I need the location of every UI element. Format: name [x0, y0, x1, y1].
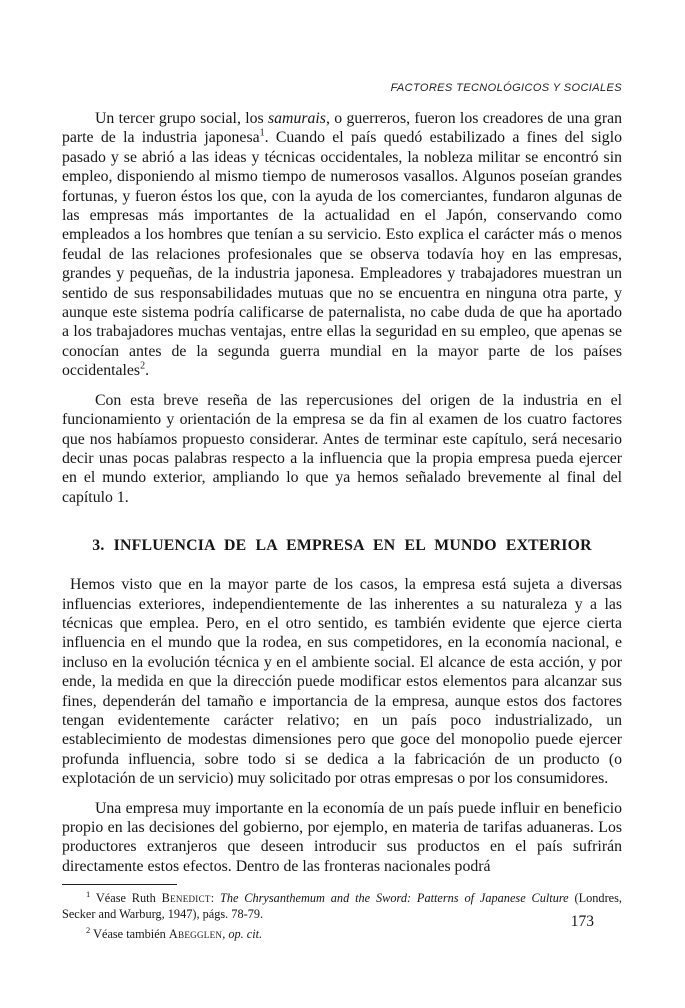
paragraph-text: Un tercer grupo social, los — [95, 110, 268, 127]
footnote-1-marker: 1 — [86, 889, 91, 900]
text-column — [62, 82, 622, 943]
samurais-italic: samurais — [268, 110, 326, 127]
paragraph-resena: Con esta breve reseña de las repercusiones del origen de la industria en el funcionamiento y orientación de la empresa se da fin al examen de los cuatro factores que nos habíamos propuesto considerar. Antes de terminar este capítulo, será necesario decir unas pocas palabras respecto a la influencia que la propia empresa pueda ejercer en el mundo exterior, ampliando lo que ya hemos señalado brevemente al final del capítulo 1. — [62, 391, 622, 506]
paragraph-text: . — [145, 362, 150, 380]
footnote-2 — [62, 927, 622, 943]
paragraph-una-empresa: Una empresa muy importante en la economía de un país puede influir en beneficio propio en las decisiones del gobierno, por ejemplo, en materia de tarifas aduaneras. Los productores extranjeros que deseen introducir sus productos en el país sufrirán directamente estos efectos. Dentro de las fronteras nacionales podrá — [62, 799, 622, 875]
footnote-separator — [62, 884, 177, 885]
footnote-1 — [62, 891, 622, 922]
running-header: FACTORES TECNOLÓGICOS Y SOCIALES — [390, 82, 622, 94]
footnote-author-smallcaps: Abegglen — [168, 927, 223, 942]
footnote-opcit-italic: op. cit. — [228, 927, 263, 942]
footnote-ref-2: 2 — [140, 361, 146, 373]
paragraph-samurais — [62, 109, 622, 381]
paragraph-text: . Cuando el país quedó estabilizado a fines del siglo pasado y se abrió a las ideas y técnicas occidentales, la nobleza militar se encontró sin empleo, disponiendo al mismo tiempo de numerosos vasallos. Algunos poseían grandes fortunas, y fueron éstos los que, con la ayuda de los comerciantes, fundaron algunas de las empresas más importantes de la actualidad en el Japón, conservando como empleados a los hombres que tenían a su servicio. Esto explica el carácter más o menos feudal de las relaciones profesionales que se observa todavía hoy en las empresas, grandes y pequeñas, de la industria japonesa. Empleadores y trabajadores muestran un sentido de sus responsabilidades mutuas que no se encuentra en ninguna otra parte, y aunque este sistema podría calificarse de paternalista, no cabe duda de que ha aportado a los trabajadores muchas ventajas, entre ellas la seguridad en su empleo, que apenas se conocían antes de la segunda guerra mundial en la mayor parte de los países occidentales — [62, 129, 622, 380]
footnote-author-smallcaps: Benedict — [161, 891, 211, 906]
footnote-text: (Londres, Secker and Warburg, 1947), págs. 78-79. — [62, 891, 622, 921]
footnote-2-marker: 2 — [86, 925, 91, 936]
footnote-text: , — [222, 927, 229, 942]
footnote-text: Véase Ruth — [90, 891, 162, 906]
paragraph-text: , o guerreros, fueron los creadores de una gran parte de la industria japonesa — [62, 110, 622, 147]
footnote-ref-1: 1 — [259, 128, 265, 140]
page-number: 173 — [570, 913, 594, 930]
paragraph-hemos-visto: Hemos visto que en la mayor parte de los casos, la empresa está sujeta a diversas influencias exteriores, independientemente de las inherentes a su naturaleza y a las técnicas que emplea. Pero, en el otro sentido, es también evidente que ejerce cierta influencia en el mundo que la rodea, en sus competidores, en la economía nacional, e incluso en la evolución técnica y en el ambiente social. El alcance de esta acción, y por ende, la medida en que la dirección puede modificar estos elementos para alcanzar sus fines, dependerán del tamaño e importancia de la empresa, aunque estos dos factores tengan evidentemente carácter relativo; en un país poco industrializado, un establecimiento de modestas dimensiones pero que goce del monopolio puede ejercer profunda influencia, sobre todo si se dedica a la fabricación de un producto (o explotación de un servicio) muy solicitado por otras empresas o por los consumidores. — [62, 576, 622, 788]
footnote-text: : — [210, 891, 220, 906]
section-heading: 3. INFLUENCIA DE LA EMPRESA EN EL MUNDO EXTERIOR — [92, 537, 592, 555]
footnote-book-title-italic: The Chrysanthemum and the Sword: Patterns of Japanese Culture — [219, 891, 569, 906]
footnote-text: Véase también — [90, 927, 169, 942]
